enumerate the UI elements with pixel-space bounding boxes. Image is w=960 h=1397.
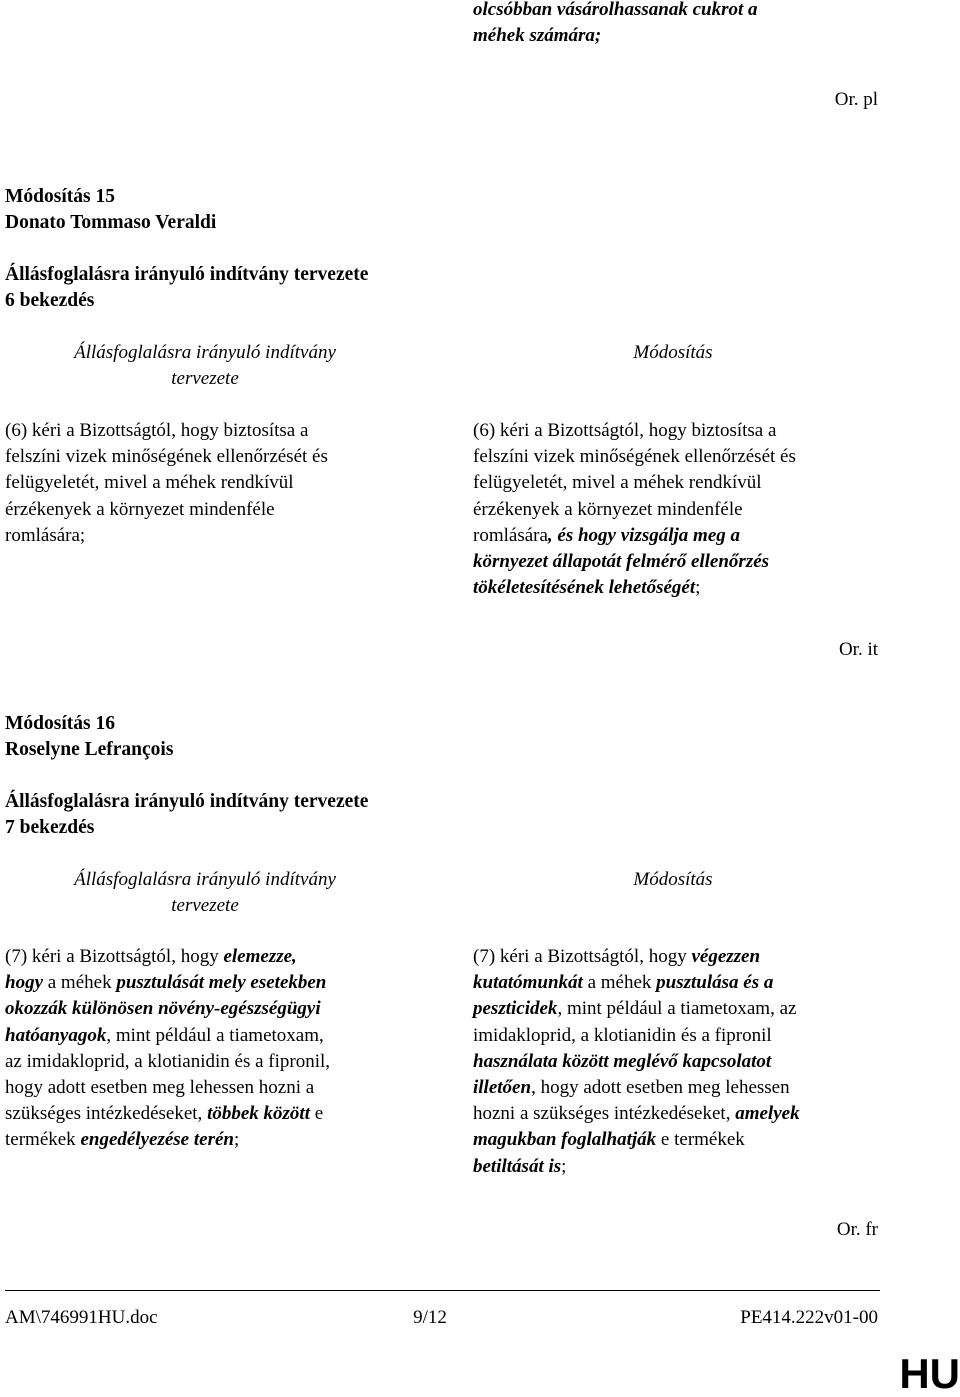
text-run: romlására; (5, 524, 86, 546)
text-run: (6) kéri a Bizottságtól, hogy biztosítsa a (5, 420, 309, 441)
text-line (5, 944, 405, 970)
text-run: a méhek (43, 972, 117, 994)
amendment-reference (5, 789, 368, 841)
text-line (473, 996, 933, 1022)
amendment-number (5, 184, 216, 236)
changed-text-run: elemezze, (223, 946, 297, 967)
changed-text-run: tökéletesítésének lehetőségét (473, 577, 696, 599)
text-run: hozni a szükséges intézkedéseket, (473, 1103, 736, 1125)
text-line (473, 549, 933, 575)
changed-text-run: , és hogy vizsgálja meg a (547, 524, 741, 546)
original-text (5, 944, 405, 1154)
text-run: ; (561, 1155, 567, 1177)
text-run: , mint például a tiametoxam, (106, 1024, 324, 1046)
text-line (473, 1154, 933, 1180)
amendment-author: Roselyne Lefrançois (5, 739, 174, 761)
text-run: , hogy adott esetben meg lehessen (531, 1077, 790, 1099)
text-run: a méhek (582, 972, 657, 994)
text-line (473, 575, 933, 601)
text-run: felszíni vizek minőségének ellenőrzését és (473, 446, 796, 468)
origin-language: Or. fr (836, 1219, 878, 1240)
origin-language: Or. it (838, 639, 878, 660)
changed-text-run: használata között meglévő kapcsolatot (473, 1050, 772, 1072)
text-run: termékek (5, 1129, 81, 1151)
continuation-line: olcsóbban vásárolhassanak cukrot a (473, 0, 758, 20)
changed-text-run: peszticidek (473, 998, 558, 1020)
changed-text-run: amelyek (735, 1103, 800, 1125)
text-line (5, 470, 405, 496)
column-header-left (5, 867, 405, 919)
text-line (5, 1075, 405, 1101)
text-line (5, 523, 405, 549)
text-run: szükséges intézkedéseket, (5, 1103, 208, 1125)
text-line (473, 1049, 933, 1075)
text-run: felszíni vizek minőségének ellenőrzését és (5, 446, 328, 468)
text-line (473, 497, 933, 523)
text-line (473, 970, 933, 996)
changed-text-run: környezet állapotát felmérő ellenőrzés (473, 551, 770, 573)
continuation-line: méhek számára; (473, 25, 602, 47)
column-header-line: tervezete (171, 368, 239, 390)
amendment-number-text: Módosítás 16 (5, 713, 115, 734)
changed-text-run: hogy (5, 972, 43, 994)
text-run: e (309, 1103, 324, 1125)
language-badge: HU (899, 1350, 960, 1397)
text-run: az imidakloprid, a klotianidin és a fipronil, (5, 1050, 331, 1072)
footer-rule (5, 1290, 880, 1291)
changed-text-run: illetően (473, 1077, 532, 1099)
footer-document-id: AM\746991HU.doc (5, 1307, 158, 1328)
text-run: (7) kéri a Bizottságtól, hogy (5, 946, 224, 967)
reference-line: 6 bekezdés (5, 290, 95, 312)
text-line (5, 1049, 405, 1075)
text-run: romlására (473, 524, 548, 546)
text-line (473, 418, 933, 444)
amended-text (473, 944, 933, 1180)
text-run: érzékenyek a környezet mindenféle (5, 498, 275, 520)
changed-text-run: pusztulását mely esetekben (116, 972, 327, 994)
text-run: (6) kéri a Bizottságtól, hogy biztosítsa a (473, 420, 777, 441)
text-line (5, 497, 405, 523)
text-line (5, 1023, 405, 1049)
text-run: ; (233, 1129, 240, 1151)
amendment-number-text: Módosítás 15 (5, 186, 115, 207)
column-header-right: Módosítás (633, 869, 713, 890)
column-header-right: Módosítás (633, 342, 713, 363)
original-text (5, 418, 405, 549)
text-run: , mint például a tiametoxam, az (557, 998, 797, 1020)
text-line (473, 1101, 933, 1127)
text-line (5, 1127, 405, 1153)
text-line (5, 444, 405, 470)
text-line (473, 1023, 933, 1049)
changed-text-run: pusztulása és a (656, 972, 774, 994)
amendment-author: Donato Tommaso Veraldi (5, 212, 217, 234)
amended-text (473, 418, 933, 601)
changed-text-run: engedélyezése terén (80, 1129, 234, 1151)
changed-text-run: végezzen (691, 946, 761, 967)
text-line (473, 444, 933, 470)
column-header-left (5, 340, 405, 392)
reference-line: Állásfoglalásra irányuló indítvány tervezete (5, 791, 369, 812)
origin-language: Or. pl (834, 89, 878, 110)
text-run: felügyeletét, mivel a méhek rendkívül (5, 472, 294, 494)
text-line (5, 1101, 405, 1127)
text-run: (7) kéri a Bizottságtól, hogy (473, 946, 692, 967)
text-run: felügyeletét, mivel a méhek rendkívül (473, 472, 762, 494)
column-header-line: tervezete (171, 895, 239, 917)
changed-text-run: kutatómunkát (473, 972, 583, 994)
changed-text-run: többek között (207, 1103, 310, 1125)
text-line (473, 944, 933, 970)
text-line (473, 523, 933, 549)
text-run: érzékenyek a környezet mindenféle (473, 498, 743, 520)
text-line (5, 996, 405, 1022)
text-line (473, 1127, 933, 1153)
footer-pe-number: PE414.222v01-00 (740, 1307, 878, 1328)
text-run: hogy adott esetben meg lehessen hozni a (5, 1077, 315, 1099)
changed-text-run: magukban foglalhatják (473, 1129, 657, 1151)
amendment-number (5, 711, 173, 763)
text-line (5, 418, 405, 444)
text-line (5, 970, 405, 996)
text-run: imidakloprid, a klotianidin és a fipronil (473, 1024, 772, 1046)
text-line (473, 1075, 933, 1101)
reference-line: Állásfoglalásra irányuló indítvány tervezete (5, 264, 369, 285)
reference-line: 7 bekezdés (5, 817, 95, 839)
changed-text-run: hatóanyagok (5, 1024, 107, 1046)
page-number: 9/12 (413, 1307, 447, 1328)
continuation-text (473, 0, 933, 49)
text-run: ; (695, 577, 701, 599)
text-run: e termékek (656, 1129, 745, 1151)
amendment-reference (5, 262, 368, 314)
changed-text-run: betiltását is (473, 1155, 562, 1177)
changed-text-run: okozzák különösen növény-egészségügyi (5, 998, 321, 1020)
column-header-line: Állásfoglalásra irányuló indítvány (74, 342, 336, 363)
column-header-line: Állásfoglalásra irányuló indítvány (74, 869, 336, 890)
text-line (473, 470, 933, 496)
